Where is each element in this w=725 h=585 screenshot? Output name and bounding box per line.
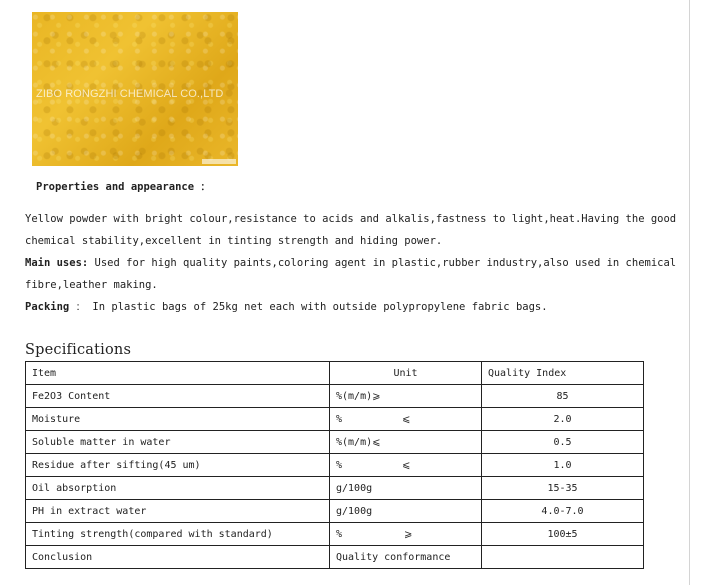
image-watermark: ZIBO RONGZHI CHEMICAL CO.,LTD <box>36 88 224 100</box>
row-unit-text: %(m/m)⩾ <box>336 390 381 402</box>
row-unit: Quality conformance <box>330 546 482 569</box>
row-quality <box>482 546 644 569</box>
main-uses-label: Main uses: <box>25 257 89 269</box>
row-quality: 100±5 <box>482 523 644 546</box>
main-uses-line <box>25 256 676 270</box>
row-quality: 4.0-7.0 <box>482 500 644 523</box>
table-row <box>26 385 644 408</box>
row-unit-text: % <box>336 528 343 540</box>
header-unit: Unit <box>330 362 482 385</box>
row-item: Moisture <box>26 408 330 431</box>
table-row <box>26 500 644 523</box>
properties-line-2: chemical stability,excellent in tinting strength and hiding power. <box>25 235 443 247</box>
specifications-title: Specifications <box>25 342 132 358</box>
image-corner-tag <box>202 159 236 164</box>
row-unit-text: %(m/m)⩽ <box>336 436 381 448</box>
row-unit-text: g/100g <box>336 505 373 517</box>
table-row <box>26 523 644 546</box>
row-unit <box>330 523 482 546</box>
packing-text: ： In plastic bags of 25kg net each with outside polypropylene fabric bags. <box>69 301 548 313</box>
row-unit <box>330 477 482 500</box>
packing-line <box>25 300 548 314</box>
properties-line-1: Yellow powder with bright colour,resistance to acids and alkalis,fastness to light,heat.Having the good <box>25 213 677 225</box>
table-row <box>26 408 644 431</box>
table-row <box>26 454 644 477</box>
row-item: Fe2O3 Content <box>26 385 330 408</box>
header-item: Item <box>26 362 330 385</box>
row-quality: 1.0 <box>482 454 644 477</box>
row-item: Soluble matter in water <box>26 431 330 454</box>
product-image-yellow-powder <box>32 12 238 166</box>
row-item: Residue after sifting(45 um) <box>26 454 330 477</box>
row-unit-text: % <box>336 413 343 425</box>
row-item: PH in extract water <box>26 500 330 523</box>
row-item: Oil absorption <box>26 477 330 500</box>
row-unit-text: % <box>336 459 343 471</box>
row-quality: 85 <box>482 385 644 408</box>
row-unit <box>330 454 482 477</box>
row-quality: 2.0 <box>482 408 644 431</box>
row-unit <box>330 385 482 408</box>
main-uses-line-2: fibre,leather making. <box>25 279 158 291</box>
main-uses-text: Used for high quality paints,coloring agent in plastic,rubber industry,also used in chemical <box>88 257 677 269</box>
table-row <box>26 431 644 454</box>
row-unit-symbol: ⩽ <box>402 459 411 471</box>
right-border-rule <box>689 0 690 585</box>
row-item: Conclusion <box>26 546 330 569</box>
row-unit-symbol: ⩾ <box>404 528 413 540</box>
row-unit-text: g/100g <box>336 482 373 494</box>
row-item: Tinting strength(compared with standard) <box>26 523 330 546</box>
row-unit <box>330 408 482 431</box>
row-quality: 15-35 <box>482 477 644 500</box>
row-unit <box>330 431 482 454</box>
row-unit <box>330 500 482 523</box>
table-row <box>26 546 644 569</box>
specifications-table <box>25 361 644 569</box>
table-row <box>26 477 644 500</box>
table-header-row <box>26 362 644 385</box>
row-quality: 0.5 <box>482 431 644 454</box>
row-unit-symbol: ⩽ <box>402 413 411 425</box>
header-quality: Quality Index <box>482 362 644 385</box>
packing-label: Packing <box>25 301 70 313</box>
properties-heading: Properties and appearance ： <box>36 181 211 193</box>
